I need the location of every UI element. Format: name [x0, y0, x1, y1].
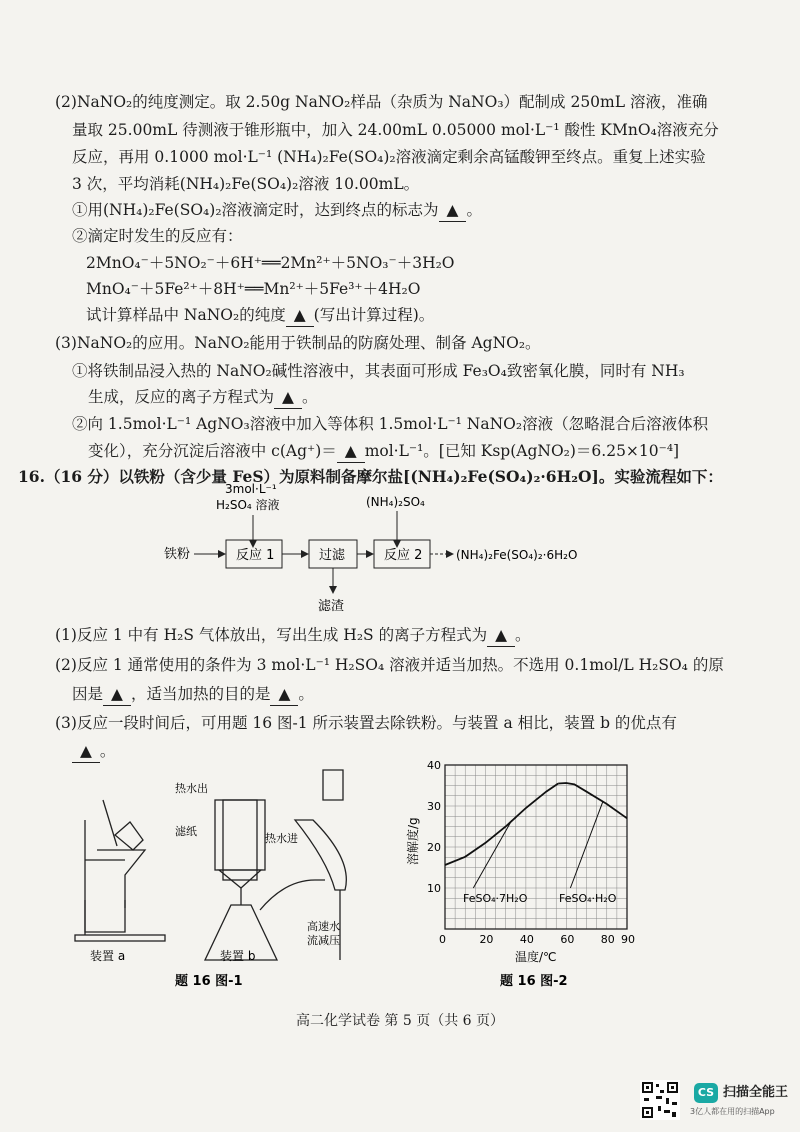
caption-fig2: 题 16 图-2 [500, 974, 568, 989]
process-flow-diagram [150, 478, 710, 618]
x-tick-label: 40 [519, 933, 534, 946]
curve-label-monohydrate: FeSO₄·H₂O [559, 892, 617, 905]
pouring-beaker [115, 822, 143, 850]
flow-acid-name: H₂SO₄ 溶液 [216, 498, 280, 512]
q15-part3-q2-text-b: mol·L⁻¹。[已知 Ksp(AgNO₂)＝6.25×10⁻⁴] [364, 442, 680, 460]
label-pump-line2: 流减压 [307, 934, 340, 947]
flow-residue: 滤渣 [318, 599, 345, 614]
q15-part3-q2-line2 [88, 440, 679, 463]
q15-part2-line1: (2)NaNO₂的纯度测定。取 2.50g NaNO₂样品（杂质为 NaNO₃）配制成 250mL 溶液，准确 [55, 93, 708, 111]
answer-blank: ▲ [487, 624, 515, 647]
q16-sub3-line1: (3)反应一段时间后，可用题 16 图-1 所示装置去除铁粉。与装置 a 相比，装置 b 的优点有 [55, 714, 677, 732]
q15-part3-q2-line1: ②向 1.5mol·L⁻¹ AgNO₃溶液中加入等体积 1.5mol·L⁻¹ NaNO₂溶液（忽略混合后溶液体积 [72, 415, 709, 433]
flow-start-iron: 铁粉 [164, 547, 191, 562]
flow-arrowhead [329, 586, 337, 594]
y-axis-label: 溶解度/g [406, 817, 420, 865]
answer-blank: ▲ [337, 440, 365, 463]
brand-logo: CS [694, 1083, 718, 1103]
answer-blank: ▲ [439, 199, 467, 222]
x-tick-label: 60 [560, 933, 575, 946]
q15-part3-q1-line2: 生成，反应的离子方程式为 ▲ 。 [88, 386, 317, 409]
q15-sub3-text: 试计算样品中 NaNO₂的纯度 [86, 306, 286, 324]
q16-sub2-line1: (2)反应 1 通常使用的条件为 3 mol·L⁻¹ H₂SO₄ 溶液并适当加热。不选用 0.1mol/L H₂SO₄ 的原 [55, 656, 724, 674]
answer-blank: ▲ [103, 683, 131, 706]
flow-arrowhead [393, 540, 401, 548]
flow-arrowhead [446, 550, 454, 558]
beaker [85, 900, 125, 932]
equation-2: MnO₄⁻＋5Fe²⁺＋8H⁺══Mn²⁺＋5Fe³⁺＋4H₂O [86, 280, 421, 298]
answer-blank: ▲ [270, 683, 298, 706]
brand-slogan: 3亿人都在用的扫描App [690, 1107, 775, 1116]
flow-arrowhead [249, 540, 257, 548]
label-apparatus-b: 装置 b [220, 949, 256, 963]
q15-sub2: ②滴定时发生的反应有： [72, 227, 243, 245]
y-tick-label: 10 [427, 882, 441, 895]
flow-acid-conc: 3mol·L⁻¹ [225, 482, 277, 496]
solubility-chart [405, 755, 645, 993]
q16-sub3-line2: ▲ 。 [72, 740, 115, 763]
q16-sub2-line2: 因是 ▲ ，适当加热的目的是 ▲ 。 [72, 683, 314, 706]
funnel [97, 850, 145, 908]
flow-box-reaction1-label: 反应 1 [236, 548, 275, 563]
flow-arrowhead [218, 550, 226, 558]
water-tap [323, 770, 343, 800]
flow-arrowhead [301, 550, 309, 558]
caption-fig1: 题 16 图-1 [175, 974, 243, 989]
q15-sub1-text: ①用(NH₄)₂Fe(SO₄)₂溶液滴定时，达到终点的标志为 [72, 201, 439, 219]
label-filter-paper: 滤纸 [175, 825, 197, 838]
brand-name: 扫描全能王 [723, 1085, 789, 1100]
buchner-funnel [219, 870, 261, 888]
q15-part2-line2: 量取 25.00mL 待测液于锥形瓶中，加入 24.00mL 0.05000 mol·L⁻¹ 酸性 KMnO₄溶液充分 [72, 121, 719, 139]
q16-sub2-text-b: ，适当加热的目的是 [130, 685, 271, 703]
y-tick-label: 30 [427, 800, 441, 813]
flow-product: (NH₄)₂Fe(SO₄)₂·6H₂O [456, 548, 578, 562]
inner-jacket [223, 800, 257, 880]
page-footer: 高二化学试卷 第 5 页（共 6 页） [295, 1013, 505, 1029]
y-tick-label: 20 [427, 841, 441, 854]
chart-ticks [427, 759, 635, 946]
apparatus-figure [55, 760, 395, 990]
q15-sub1: ①用(NH₄)₂Fe(SO₄)₂溶液滴定时，达到终点的标志为 ▲ 。 [72, 199, 482, 222]
label-hot-water-out: 热水出 [175, 782, 208, 795]
x-tick-label: 80 [600, 933, 615, 946]
flow-reagent2: (NH₄)₂SO₄ [366, 495, 425, 509]
answer-blank: ▲ [286, 304, 314, 327]
q15-part2-line4: 3 次，平均消耗(NH₄)₂Fe(SO₄)₂溶液 10.00mL。 [72, 175, 420, 193]
q16-sub1-text: (1)反应 1 中有 H₂S 气体放出，写出生成 H₂S 的离子方程式为 [55, 626, 488, 644]
y-tick-label: 40 [427, 759, 441, 772]
flow-box-reaction2-label: 反应 2 [384, 548, 423, 563]
label-apparatus-a: 装置 a [90, 949, 126, 963]
q15-sub3 [86, 304, 434, 327]
q15-sub3-tail: (写出计算过程)。 [313, 306, 435, 324]
stand-base [75, 935, 165, 941]
vacuum-tube [260, 880, 325, 910]
q16-sub1: (1)反应 1 中有 H₂S 气体放出，写出生成 H₂S 的离子方程式为 ▲ 。 [55, 624, 531, 647]
answer-blank: ▲ [274, 386, 302, 409]
qr-code-icon [640, 1080, 680, 1120]
q15-part2-line3: 反应，再用 0.1000 mol·L⁻¹ (NH₄)₂Fe(SO₄)₂溶液滴定剩余高锰酸钾至终点。重复上述实验 [72, 148, 706, 166]
flow-box-filter-label: 过滤 [319, 548, 346, 563]
x-tick-label: 90 [621, 933, 635, 946]
answer-blank: ▲ [72, 740, 100, 763]
q15-part3-q1-text: 生成，反应的离子方程式为 [88, 388, 275, 406]
x-tick-label: 0 [439, 933, 446, 946]
q15-part3-q2-text-a: 变化），充分沉淀后溶液中 c(Ag⁺)＝ [88, 442, 337, 460]
x-tick-label: 20 [479, 933, 494, 946]
q16-title: 16.（16 分）以铁粉（含少量 FeS）为原料制备摩尔盐[(NH₄)₂Fe(SO₄)₂·6H₂O]。实验流程如下： [18, 467, 723, 486]
label-hot-water-in: 热水进 [265, 832, 298, 845]
q16-sub2-text-a: 因是 [72, 685, 104, 703]
q15-part3-q1-line1: ①将铁制品浸入热的 NaNO₂碱性溶液中，其表面可形成 Fe₃O₄致密氧化膜，同时有 NH₃ [72, 362, 685, 380]
curve-label-heptahydrate: FeSO₄·7H₂O [463, 892, 528, 905]
x-axis-label: 温度/℃ [515, 950, 557, 964]
glass-rod [103, 800, 117, 846]
equation-1: 2MnO₄⁻＋5NO₂⁻＋6H⁺══2Mn²⁺＋5NO₃⁻＋3H₂O [86, 254, 455, 272]
q15-part3-line1: (3)NaNO₂的应用。NaNO₂能用于铁制品的防腐处理、制备 AgNO₂。 [55, 334, 541, 352]
flow-arrowhead [366, 550, 374, 558]
label-pump-line1: 高速水 [307, 920, 340, 933]
